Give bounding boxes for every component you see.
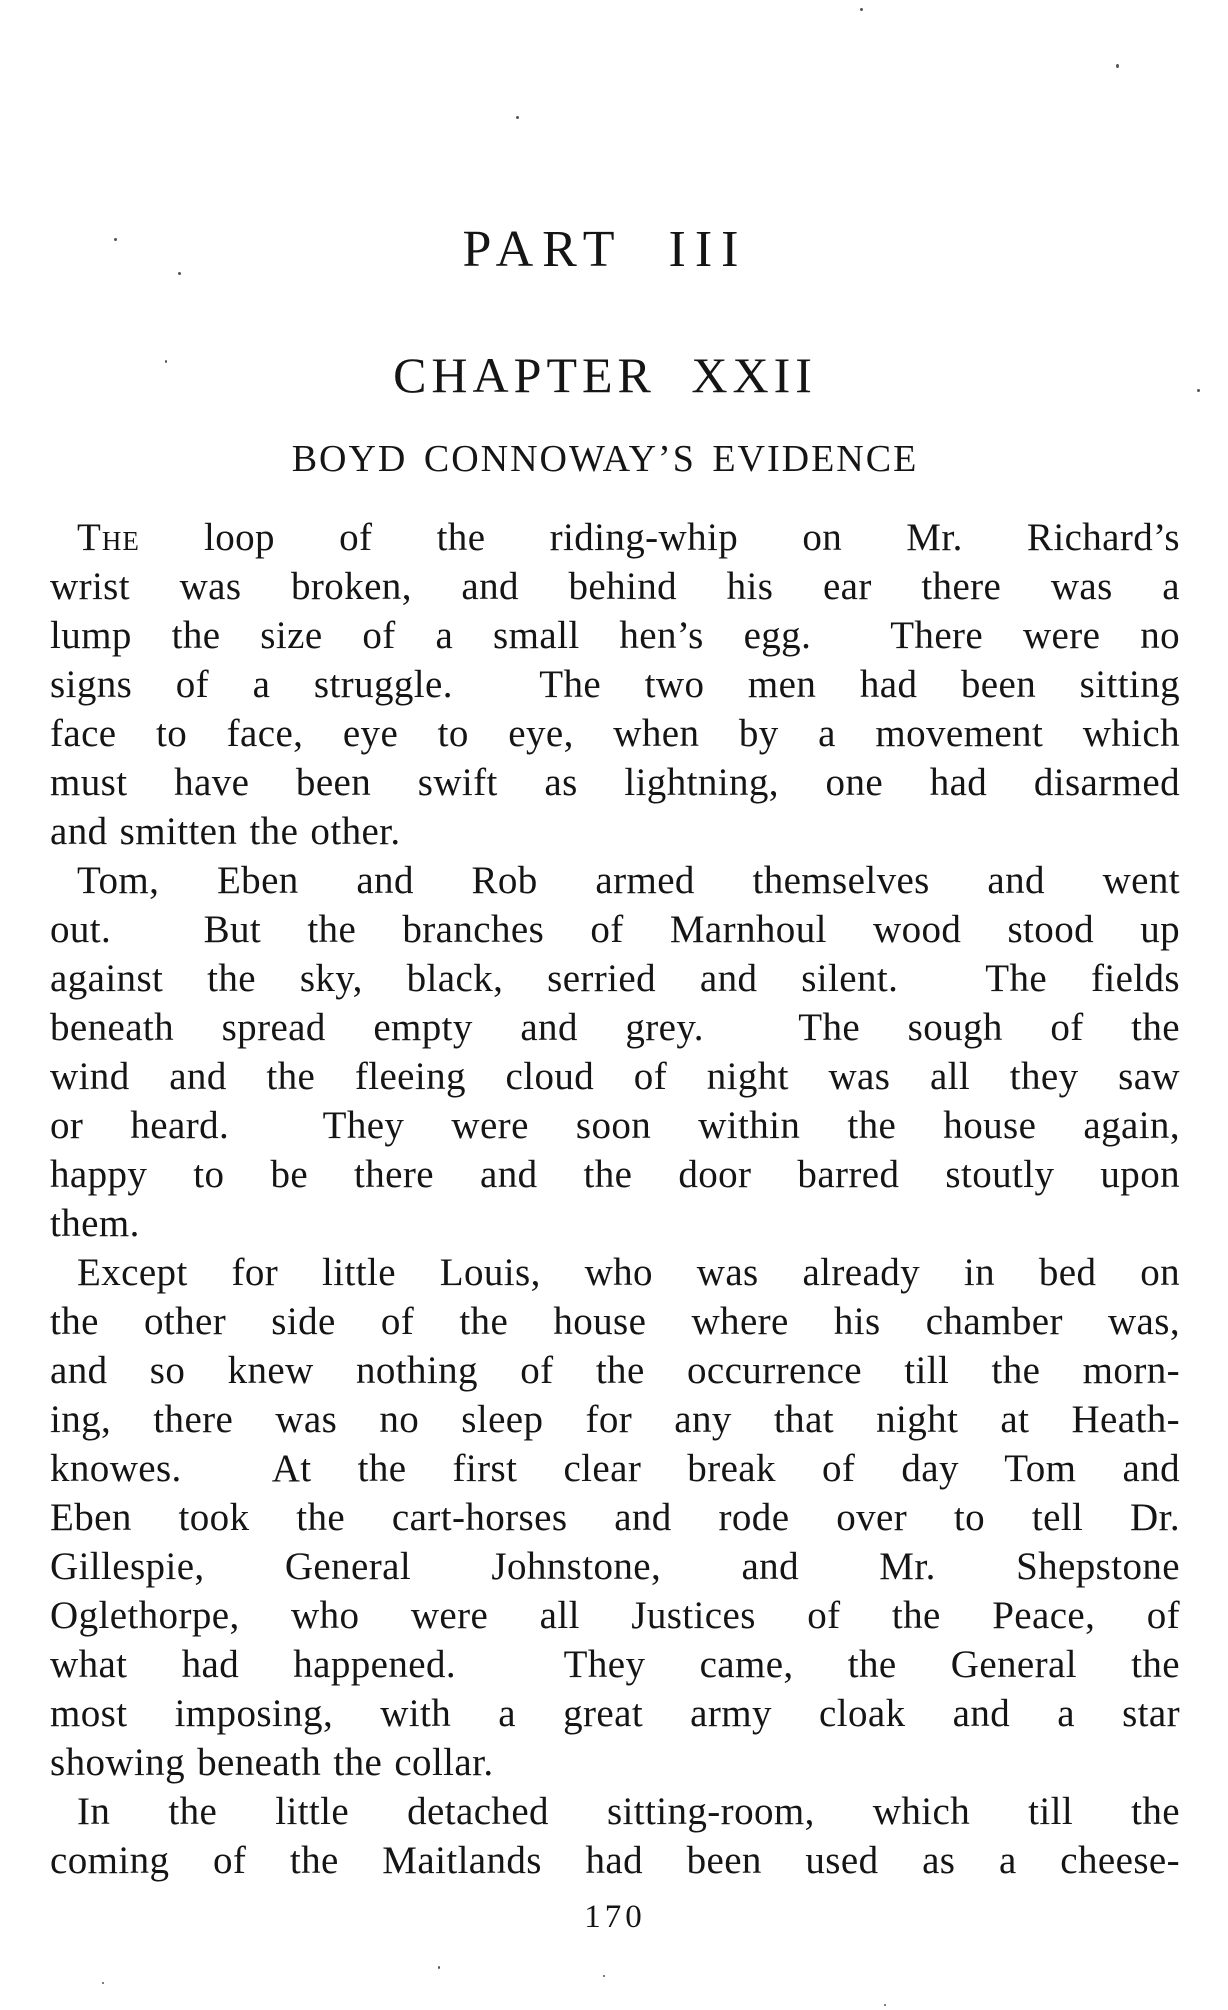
text-line: and so knew nothing of the occurrence till the morn- xyxy=(50,1349,1180,1392)
text-line: Gillespie, General Johnstone, and Mr. Shepstone xyxy=(50,1545,1180,1588)
text-line: Oglethorpe, who were all Justices of the Peace, of xyxy=(50,1594,1180,1637)
text-line: and smitten the other. xyxy=(50,810,401,853)
smallcaps-lead: The xyxy=(77,516,140,559)
scan-speck xyxy=(1197,389,1200,392)
scan-speck xyxy=(516,116,519,119)
text-line: Except for little Louis, who was already in bed on xyxy=(77,1251,1180,1294)
text-line: wrist was broken, and behind his ear there was a xyxy=(50,565,1180,608)
scan-speck xyxy=(884,2004,886,2006)
text-line: The loop of the riding-whip on Mr. Richard’s xyxy=(77,516,1180,559)
text-line: signs of a struggle. The two men had been sitting xyxy=(50,663,1180,706)
text-line: In the little detached sitting-room, which till the xyxy=(77,1790,1180,1833)
text-line: against the sky, black, serried and silent. The fields xyxy=(50,957,1180,1000)
scan-speck xyxy=(102,1982,104,1984)
scan-speck xyxy=(860,8,863,11)
scan-speck xyxy=(603,1975,605,1977)
text-line: what had happened. They came, the General the xyxy=(50,1643,1180,1686)
page-body xyxy=(50,513,1180,1885)
text-line: knowes. At the first clear break of day Tom and xyxy=(50,1447,1180,1490)
text-line: or heard. They were soon within the house again, xyxy=(50,1104,1180,1147)
text-line: showing beneath the collar. xyxy=(50,1741,494,1784)
chapter-heading: CHAPTER XXII xyxy=(393,347,817,403)
text-line: beneath spread empty and grey. The sough of the xyxy=(50,1006,1180,1049)
scan-speck xyxy=(114,238,117,241)
text-line: coming of the Maitlands had been used as a cheese- xyxy=(50,1839,1180,1882)
scan-speck xyxy=(438,1966,440,1969)
scan-speck xyxy=(165,360,167,363)
text-line: must have been swift as lightning, one had disarmed xyxy=(50,761,1180,804)
text-line: wind and the fleeing cloud of night was all they saw xyxy=(50,1055,1180,1098)
page-number: 170 xyxy=(584,1899,646,1935)
text-line: most imposing, with a great army cloak and a star xyxy=(50,1692,1180,1735)
text-line: Tom, Eben and Rob armed themselves and went xyxy=(77,859,1180,902)
text-line: ing, there was no sleep for any that night at Heath- xyxy=(50,1398,1180,1441)
text-line: the other side of the house where his chamber was, xyxy=(50,1300,1180,1343)
text-line: out. But the branches of Marnhoul wood stood up xyxy=(50,908,1180,951)
text-line: lump the size of a small hen’s egg. There were no xyxy=(50,614,1180,657)
scan-speck xyxy=(178,272,181,275)
text-line: them. xyxy=(50,1202,140,1245)
part-heading: PART III xyxy=(462,221,748,278)
text-line: face to face, eye to eye, when by a movement which xyxy=(50,712,1180,755)
scan-speck xyxy=(1116,64,1119,68)
text-line: Eben took the cart-horses and rode over to tell Dr. xyxy=(50,1496,1180,1539)
section-heading: BOYD CONNOWAY’S EVIDENCE xyxy=(291,438,919,480)
text-line: happy to be there and the door barred stoutly upon xyxy=(50,1153,1180,1196)
